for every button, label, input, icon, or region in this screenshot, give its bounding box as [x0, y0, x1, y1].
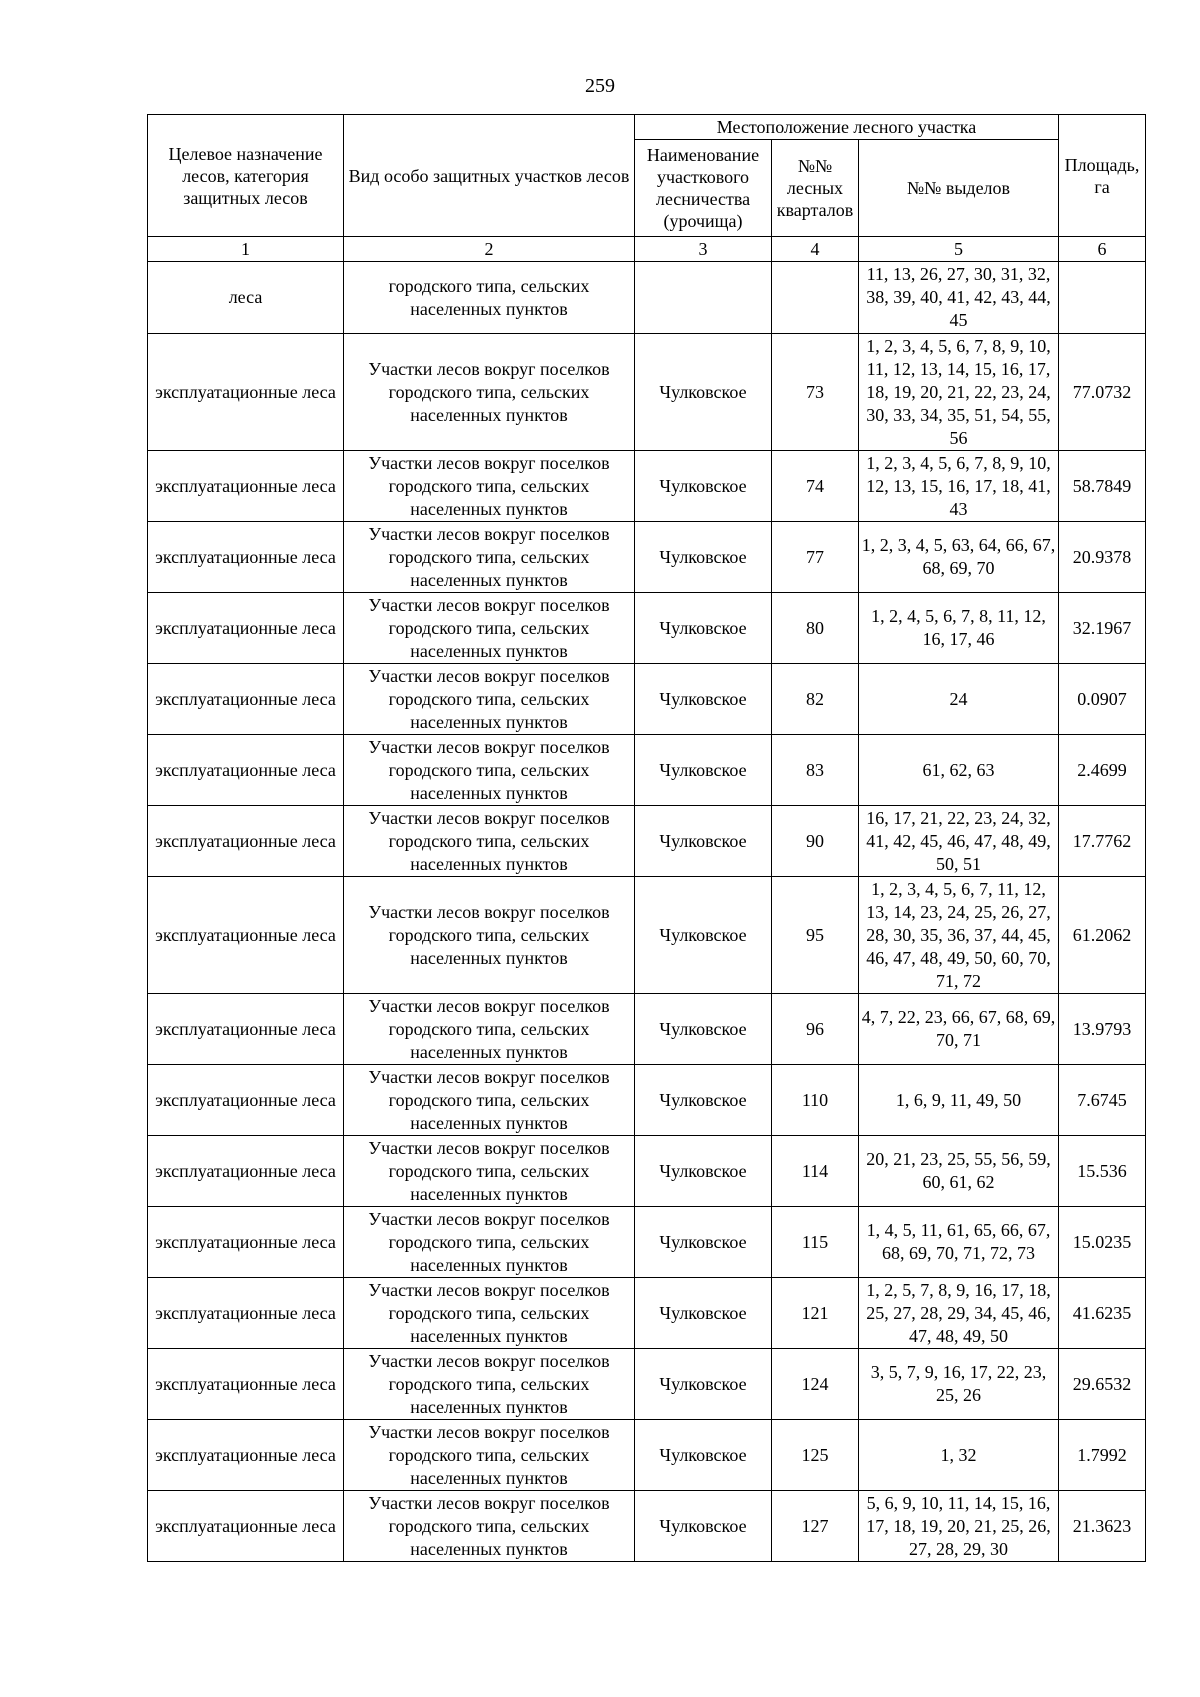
area-cell: 21.3623 — [1059, 1491, 1146, 1562]
column-number: 4 — [772, 237, 859, 262]
quarter-number-cell: 110 — [772, 1065, 859, 1136]
table-row — [148, 1136, 1146, 1207]
purpose-cell: эксплуатационные леса — [148, 735, 344, 806]
header-protected-plot-type: Вид особо защитных участков лесов — [344, 115, 635, 237]
header-area: Площадь, га — [1059, 115, 1146, 237]
quarter-number-cell: 95 — [772, 877, 859, 994]
forestry-name-cell: Чулковское — [635, 1491, 772, 1562]
protected-plot-type-cell: Участки лесов вокруг поселков городского типа, сельских населенных пунктов — [344, 1136, 635, 1207]
allotment-numbers-cell: 1, 2, 3, 4, 5, 6, 7, 8, 9, 10, 11, 12, 13, 14, 15, 16, 17, 18, 19, 20, 21, 22, 23, 24, 30, 33, 34, 35, 51, 54, 55, 56 — [859, 334, 1059, 451]
allotment-numbers-cell: 61, 62, 63 — [859, 735, 1059, 806]
quarter-number-cell: 80 — [772, 593, 859, 664]
quarter-number-cell: 74 — [772, 451, 859, 522]
forest-plots-table — [147, 114, 1146, 1562]
protected-plot-type-cell: Участки лесов вокруг поселков городского типа, сельских населенных пунктов — [344, 1278, 635, 1349]
area-cell: 41.6235 — [1059, 1278, 1146, 1349]
forestry-name-cell: Чулковское — [635, 664, 772, 735]
purpose-cell: эксплуатационные леса — [148, 1136, 344, 1207]
area-cell: 32.1967 — [1059, 593, 1146, 664]
protected-plot-type-cell: Участки лесов вокруг поселков городского типа, сельских населенных пунктов — [344, 877, 635, 994]
purpose-cell: эксплуатационные леса — [148, 806, 344, 877]
area-cell: 13.9793 — [1059, 994, 1146, 1065]
column-number: 1 — [148, 237, 344, 262]
purpose-cell: эксплуатационные леса — [148, 522, 344, 593]
forestry-name-cell: Чулковское — [635, 1207, 772, 1278]
allotment-numbers-cell: 1, 2, 3, 4, 5, 63, 64, 66, 67, 68, 69, 70 — [859, 522, 1059, 593]
protected-plot-type-cell: Участки лесов вокруг поселков городского типа, сельских населенных пунктов — [344, 994, 635, 1065]
quarter-number-cell: 77 — [772, 522, 859, 593]
protected-plot-type-cell: Участки лесов вокруг поселков городского типа, сельских населенных пунктов — [344, 451, 635, 522]
allotment-numbers-cell: 4, 7, 22, 23, 66, 67, 68, 69, 70, 71 — [859, 994, 1059, 1065]
forestry-name-cell: Чулковское — [635, 593, 772, 664]
purpose-cell: эксплуатационные леса — [148, 451, 344, 522]
allotment-numbers-cell: 1, 2, 3, 4, 5, 6, 7, 8, 9, 10, 12, 13, 15, 16, 17, 18, 41, 43 — [859, 451, 1059, 522]
protected-plot-type-cell: Участки лесов вокруг поселков городского типа, сельских населенных пунктов — [344, 334, 635, 451]
table-row — [148, 451, 1146, 522]
allotment-numbers-cell: 1, 6, 9, 11, 49, 50 — [859, 1065, 1059, 1136]
table-row — [148, 1420, 1146, 1491]
area-cell: 2.4699 — [1059, 735, 1146, 806]
quarter-number-cell: 82 — [772, 664, 859, 735]
table-row — [148, 664, 1146, 735]
protected-plot-type-cell: Участки лесов вокруг поселков городского типа, сельских населенных пунктов — [344, 806, 635, 877]
allotment-numbers-cell: 1, 2, 4, 5, 6, 7, 8, 11, 12, 16, 17, 46 — [859, 593, 1059, 664]
page-number: 259 — [585, 75, 615, 97]
protected-plot-type-cell: Участки лесов вокруг поселков городского типа, сельских населенных пунктов — [344, 1207, 635, 1278]
protected-plot-type-cell: Участки лесов вокруг поселков городского типа, сельских населенных пунктов — [344, 1491, 635, 1562]
purpose-cell: эксплуатационные леса — [148, 593, 344, 664]
header-forestry-name: Наименование участкового лесничества (урочища) — [635, 140, 772, 237]
allotment-numbers-cell: 20, 21, 23, 25, 55, 56, 59, 60, 61, 62 — [859, 1136, 1059, 1207]
protected-plot-type-cell: Участки лесов вокруг поселков городского типа, сельских населенных пунктов — [344, 1349, 635, 1420]
purpose-cell: эксплуатационные леса — [148, 994, 344, 1065]
area-cell: 17.7762 — [1059, 806, 1146, 877]
table-row — [148, 1207, 1146, 1278]
purpose-cell: эксплуатационные леса — [148, 1349, 344, 1420]
table-row — [148, 877, 1146, 994]
area-cell — [1059, 262, 1146, 334]
allotment-numbers-cell: 1, 2, 3, 4, 5, 6, 7, 11, 12, 13, 14, 23, 24, 25, 26, 27, 28, 30, 35, 36, 37, 44, 45, 46, 47, 48, 49, 50, 60, 70, 71, 72 — [859, 877, 1059, 994]
allotment-numbers-cell: 5, 6, 9, 10, 11, 14, 15, 16, 17, 18, 19, 20, 21, 25, 26, 27, 28, 29, 30 — [859, 1491, 1059, 1562]
area-cell: 77.0732 — [1059, 334, 1146, 451]
column-number: 2 — [344, 237, 635, 262]
table-row — [148, 1349, 1146, 1420]
forestry-name-cell: Чулковское — [635, 334, 772, 451]
table-row — [148, 806, 1146, 877]
quarter-number-cell: 96 — [772, 994, 859, 1065]
protected-plot-type-cell: Участки лесов вокруг поселков городского типа, сельских населенных пунктов — [344, 735, 635, 806]
header-purpose: Целевое назначение лесов, категория защитных лесов — [148, 115, 344, 237]
protected-plot-type-cell: Участки лесов вокруг поселков городского типа, сельских населенных пунктов — [344, 593, 635, 664]
allotment-numbers-cell: 1, 32 — [859, 1420, 1059, 1491]
area-cell: 20.9378 — [1059, 522, 1146, 593]
column-number: 5 — [859, 237, 1059, 262]
table-row — [148, 735, 1146, 806]
forestry-name-cell: Чулковское — [635, 1136, 772, 1207]
protected-plot-type-cell: Участки лесов вокруг поселков городского типа, сельских населенных пунктов — [344, 664, 635, 735]
forestry-name-cell: Чулковское — [635, 1065, 772, 1136]
forestry-name-cell: Чулковское — [635, 735, 772, 806]
area-cell: 15.0235 — [1059, 1207, 1146, 1278]
forestry-name-cell: Чулковское — [635, 994, 772, 1065]
header-allotment-numbers: №№ выделов — [859, 140, 1059, 237]
allotment-numbers-cell: 11, 13, 26, 27, 30, 31, 32, 38, 39, 40, 41, 42, 43, 44, 45 — [859, 262, 1059, 334]
table-row — [148, 593, 1146, 664]
purpose-cell: эксплуатационные леса — [148, 664, 344, 735]
forestry-name-cell: Чулковское — [635, 1278, 772, 1349]
protected-plot-type-cell: Участки лесов вокруг поселков городского типа, сельских населенных пунктов — [344, 1065, 635, 1136]
forestry-name-cell: Чулковское — [635, 451, 772, 522]
table-body — [148, 262, 1146, 1562]
table-row — [148, 1065, 1146, 1136]
forestry-name-cell: Чулковское — [635, 522, 772, 593]
area-cell: 29.6532 — [1059, 1349, 1146, 1420]
purpose-cell: эксплуатационные леса — [148, 334, 344, 451]
purpose-cell: эксплуатационные леса — [148, 1207, 344, 1278]
quarter-number-cell: 124 — [772, 1349, 859, 1420]
forestry-name-cell: Чулковское — [635, 877, 772, 994]
purpose-cell: эксплуатационные леса — [148, 1491, 344, 1562]
area-cell: 0.0907 — [1059, 664, 1146, 735]
header-quarter-numbers: №№ лесных кварталов — [772, 140, 859, 237]
table-row — [148, 334, 1146, 451]
quarter-number-cell: 125 — [772, 1420, 859, 1491]
protected-plot-type-cell: Участки лесов вокруг поселков городского типа, сельских населенных пунктов — [344, 1420, 635, 1491]
table-row — [148, 522, 1146, 593]
quarter-number-cell: 121 — [772, 1278, 859, 1349]
column-number: 3 — [635, 237, 772, 262]
quarter-number-cell — [772, 262, 859, 334]
quarter-number-cell: 127 — [772, 1491, 859, 1562]
header-location-group: Местоположение лесного участка — [635, 115, 1059, 140]
quarter-number-cell: 83 — [772, 735, 859, 806]
allotment-numbers-cell: 16, 17, 21, 22, 23, 24, 32, 41, 42, 45, 46, 47, 48, 49, 50, 51 — [859, 806, 1059, 877]
table-row — [148, 1491, 1146, 1562]
allotment-numbers-cell: 24 — [859, 664, 1059, 735]
quarter-number-cell: 115 — [772, 1207, 859, 1278]
quarter-number-cell: 73 — [772, 334, 859, 451]
forestry-name-cell: Чулковское — [635, 1349, 772, 1420]
column-number-row — [148, 237, 1146, 262]
table-row — [148, 262, 1146, 334]
quarter-number-cell: 90 — [772, 806, 859, 877]
quarter-number-cell: 114 — [772, 1136, 859, 1207]
protected-plot-type-cell: городского типа, сельских населенных пунктов — [344, 262, 635, 334]
area-cell: 58.7849 — [1059, 451, 1146, 522]
purpose-cell: эксплуатационные леса — [148, 1420, 344, 1491]
purpose-cell: леса — [148, 262, 344, 334]
purpose-cell: эксплуатационные леса — [148, 1065, 344, 1136]
area-cell: 7.6745 — [1059, 1065, 1146, 1136]
area-cell: 1.7992 — [1059, 1420, 1146, 1491]
purpose-cell: эксплуатационные леса — [148, 1278, 344, 1349]
allotment-numbers-cell: 1, 2, 5, 7, 8, 9, 16, 17, 18, 25, 27, 28, 29, 34, 45, 46, 47, 48, 49, 50 — [859, 1278, 1059, 1349]
forestry-name-cell: Чулковское — [635, 1420, 772, 1491]
protected-plot-type-cell: Участки лесов вокруг поселков городского типа, сельских населенных пунктов — [344, 522, 635, 593]
forestry-name-cell: Чулковское — [635, 806, 772, 877]
column-number: 6 — [1059, 237, 1146, 262]
table-row — [148, 994, 1146, 1065]
allotment-numbers-cell: 3, 5, 7, 9, 16, 17, 22, 23, 25, 26 — [859, 1349, 1059, 1420]
purpose-cell: эксплуатационные леса — [148, 877, 344, 994]
forestry-name-cell — [635, 262, 772, 334]
allotment-numbers-cell: 1, 4, 5, 11, 61, 65, 66, 67, 68, 69, 70, 71, 72, 73 — [859, 1207, 1059, 1278]
table-row — [148, 1278, 1146, 1349]
area-cell: 15.536 — [1059, 1136, 1146, 1207]
area-cell: 61.2062 — [1059, 877, 1146, 994]
